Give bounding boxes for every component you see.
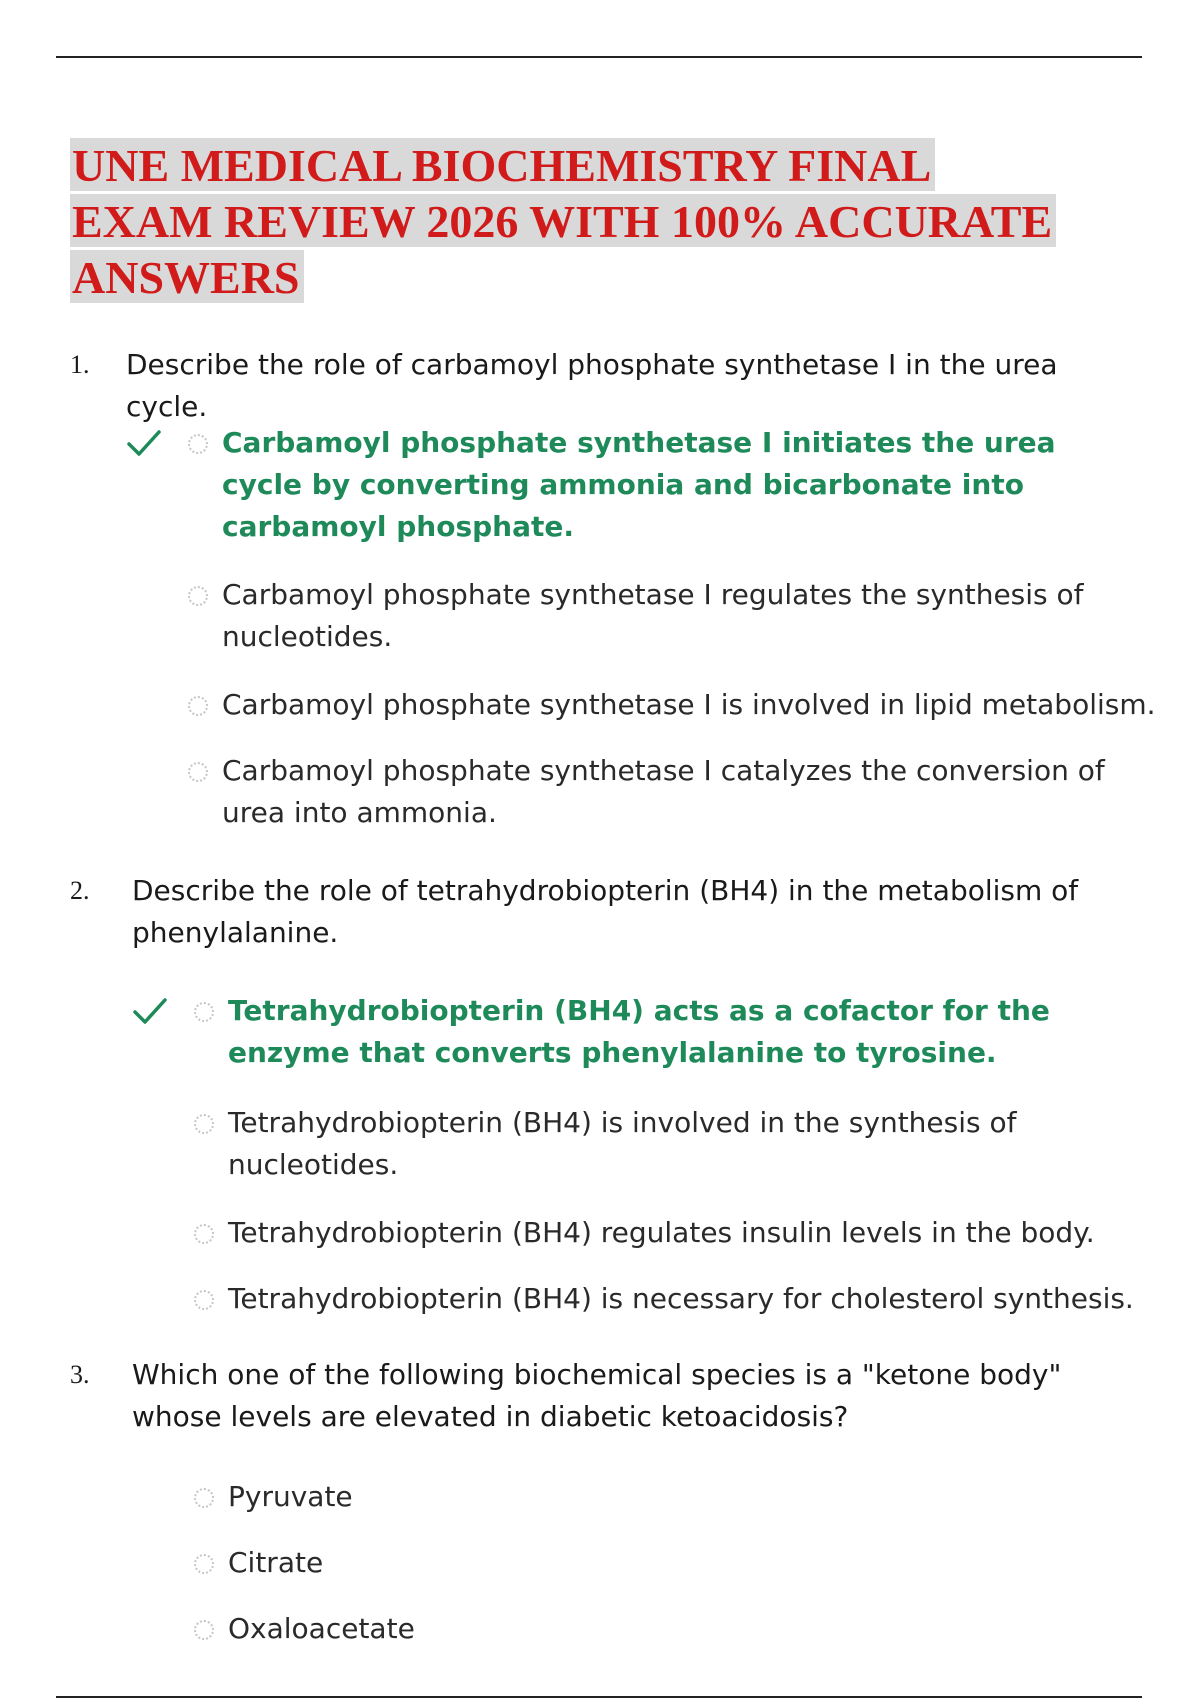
answer-option[interactable] (194, 1476, 1114, 1518)
checkmark-icon (126, 428, 162, 458)
radio-button-icon[interactable] (194, 1488, 214, 1508)
answer-option[interactable] (194, 1542, 1114, 1584)
answer-text: Tetrahydrobiopterin (BH4) is involved in the synthesis of nucleotides. (228, 1106, 1017, 1181)
answer-text: Oxaloacetate (228, 1612, 415, 1645)
radio-button-icon[interactable] (188, 696, 208, 716)
radio-button-icon[interactable] (194, 1002, 214, 1022)
answer-text: Carbamoyl phosphate synthetase I regulates the synthesis of nucleotides. (222, 578, 1084, 653)
radio-button-icon[interactable] (194, 1290, 214, 1310)
document-title (70, 138, 1130, 306)
top-rule (56, 56, 1142, 58)
answer-option[interactable] (188, 574, 1108, 658)
answer-text: Pyruvate (228, 1480, 353, 1513)
radio-button-icon[interactable] (188, 762, 208, 782)
radio-button-icon[interactable] (194, 1224, 214, 1244)
answer-text: Carbamoyl phosphate synthetase I initiates the urea cycle by converting ammonia and bicarbonate into carbamoyl phosphate. (222, 426, 1056, 543)
checkmark-icon (132, 996, 168, 1026)
radio-button-icon[interactable] (194, 1554, 214, 1574)
answer-text: Carbamoyl phosphate synthetase I is involved in lipid metabolism. (222, 688, 1156, 721)
answer-option[interactable] (194, 1102, 1114, 1186)
answer-text: Tetrahydrobiopterin (BH4) is necessary for cholesterol synthesis. (228, 1282, 1134, 1315)
answer-text: Tetrahydrobiopterin (BH4) regulates insulin levels in the body. (228, 1216, 1095, 1249)
answer-option[interactable] (188, 684, 1156, 726)
answer-text: Citrate (228, 1546, 324, 1579)
question-number: 2. (70, 876, 90, 905)
question-text: Describe the role of carbamoyl phosphate synthetase I in the urea cycle. (126, 348, 1058, 423)
bottom-rule (56, 1696, 1142, 1698)
answer-option[interactable] (194, 1212, 1154, 1254)
answer-option-correct[interactable] (194, 990, 1114, 1074)
radio-button-icon[interactable] (188, 586, 208, 606)
question-number: 3. (70, 1360, 90, 1389)
title-line: EXAM REVIEW 2026 WITH 100% ACCURATE (70, 194, 1056, 247)
answer-option-correct[interactable] (188, 422, 1108, 548)
radio-button-icon[interactable] (194, 1114, 214, 1134)
answer-option[interactable] (194, 1278, 1154, 1320)
title-line: ANSWERS (70, 250, 304, 303)
answer-option[interactable] (188, 750, 1108, 834)
question-text: Describe the role of tetrahydrobiopterin (BH4) in the metabolism of phenylalanine. (132, 874, 1079, 949)
answer-option[interactable] (194, 1608, 1114, 1650)
radio-button-icon[interactable] (188, 434, 208, 454)
question-number: 1. (70, 350, 90, 379)
question-text: Which one of the following biochemical species is a "ketone body" whose levels are elevated in diabetic ketoacidosis? (132, 1358, 1062, 1433)
title-line: UNE MEDICAL BIOCHEMISTRY FINAL (70, 138, 935, 191)
answer-text: Tetrahydrobiopterin (BH4) acts as a cofactor for the enzyme that converts phenylalanine to tyrosine. (228, 994, 1050, 1069)
radio-button-icon[interactable] (194, 1620, 214, 1640)
answer-text: Carbamoyl phosphate synthetase I catalyzes the conversion of urea into ammonia. (222, 754, 1105, 829)
